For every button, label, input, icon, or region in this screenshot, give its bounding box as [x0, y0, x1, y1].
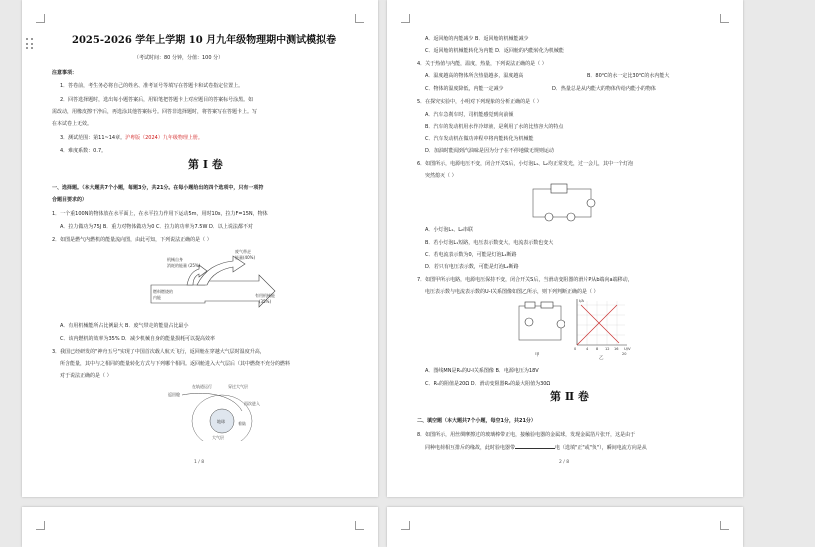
- x-tick: 0: [574, 347, 577, 351]
- orbit-label: 大气层: [212, 435, 224, 440]
- orbit-label: 再次进入: [244, 401, 260, 406]
- energy-label: 有用机械能: [255, 293, 275, 298]
- lamp-l2: [567, 213, 575, 221]
- reentry-path: [182, 393, 242, 411]
- x-tick: 20: [622, 352, 627, 356]
- energy-label: 机械自身: [167, 257, 183, 262]
- x-axis-label: U/V: [624, 346, 631, 351]
- document-page-1: [22, 0, 378, 497]
- ui-graph-q7: [567, 297, 633, 361]
- question-2-options-row1: A．有用机械能所占比例最大 B．废气带走的能量占比最小: [60, 323, 189, 329]
- section-1-heading-cont: 合题目要求的）: [52, 197, 88, 203]
- question-4: 4．关于热值与内能，温度，热量，下列说法正确的是（ ）: [417, 61, 547, 67]
- page-number: 2 / 8: [559, 460, 570, 465]
- figure-label-jia: 甲: [535, 353, 540, 358]
- document-page-4: [387, 507, 743, 547]
- note-2-cont: 需改动，用橡皮擦干净后，再选涂其他答案标号。回答非选择题时，将答案写在答题卡上。写: [52, 109, 258, 115]
- energy-label: 能量(40%): [235, 255, 256, 260]
- question-3-end: 对于说法正确的是（ ）: [60, 373, 112, 379]
- crop-mark: [401, 14, 410, 23]
- crop-mark: [36, 14, 45, 23]
- energy-label: 内能: [153, 295, 161, 300]
- circuit-diagram-q6: [527, 181, 597, 223]
- question-4-option-d: D．热量总是从内能大的物体传给内能小的物体: [552, 86, 656, 92]
- answer-blank[interactable]: [515, 448, 555, 449]
- voltmeter: [587, 199, 595, 207]
- crop-mark: [355, 521, 364, 530]
- resistor-r1: [525, 302, 535, 308]
- crop-mark: [355, 14, 364, 23]
- question-2: 2．如图是燃气内燃机的能量流向图，由此可知，下列说法正确的是（ ）: [52, 237, 212, 243]
- note-3-text: 3．测试范围：第11~14章。: [60, 135, 126, 141]
- exam-title: 2025-2026 学年上学期 10 月九年级物理期中测试模拟卷: [72, 35, 337, 46]
- crop-mark: [720, 521, 729, 530]
- energy-label: 废气带走: [235, 249, 251, 254]
- question-4-option-a: A．温度越高的物体所含热量越多，温度越高: [425, 73, 524, 79]
- question-8: 8．如图所示，用丝绸摩擦过的玻璃棒带正电，接触验电器的金属球，发现金属箔片张开，这是由于: [417, 432, 636, 438]
- crop-mark: [401, 521, 410, 530]
- x-tick: 4: [586, 347, 589, 351]
- document-page-2: [387, 0, 743, 497]
- energy-flow-diagram: [147, 247, 287, 317]
- x-tick: 12: [605, 347, 610, 351]
- question-3: 3．我国已经研发的"神舟五号"实现了中国首次载人航天飞行，返回舱在穿越大气层时温度升高，: [52, 349, 265, 355]
- section-juan-2: 第 Ⅱ 卷: [550, 390, 589, 403]
- notes-heading: 注意事项：: [52, 70, 78, 76]
- drag-handle-icon[interactable]: [26, 38, 36, 50]
- note-2-end: 在本试卷上无效。: [52, 121, 93, 127]
- x-tick: 16: [614, 347, 619, 351]
- question-6-option-a: A．小灯泡L₁、L₂串联: [425, 227, 474, 233]
- question-6-option-c: C．若电流表示数为0，可能是灯泡L₁断路: [425, 252, 517, 258]
- question-5-option-a: A．汽车急刹车时，司机能感觉到向前倾: [425, 112, 514, 118]
- y-axis-label: I/A: [579, 298, 584, 303]
- note-2: 2．回答选择题时，选出每小题答案后，用铅笔把答题卡上对应题目的答案标号涂黑。如: [60, 97, 254, 103]
- question-1: 1．一个重100N的物体放在水平面上，在水平拉力作用下运动5m，用时10s，拉力F=15N，物体: [52, 211, 268, 217]
- orbit-label: 在轨道运行: [192, 384, 212, 389]
- question-8-text-end: 电（选填"正"或"负"），瞬间电流方向是从: [555, 445, 647, 451]
- question-4-option-b: B．80℃的水一定比30℃的水内能大: [587, 73, 670, 79]
- question-5-option-c: C．汽车发动机在做功冲程中将内能转化为机械能: [425, 136, 534, 142]
- section-juan-1: 第 Ⅰ 卷: [188, 158, 223, 171]
- energy-label: 消耗的能量 (25%): [167, 263, 201, 268]
- orbit-label: 返回舱: [168, 392, 180, 397]
- ammeter: [557, 320, 565, 328]
- note-3: [60, 135, 203, 141]
- question-5: 5．在探究实验中，小明对下列现象的分析正确的是（ ）: [417, 99, 542, 105]
- question-4-option-c: C．物体的温度降低，内能一定减少: [425, 86, 504, 92]
- lamp-l1: [545, 213, 553, 221]
- question-5-option-d: D．加油时能闻到汽油味是因为分子在不停地做无规则运动: [425, 148, 554, 154]
- orbit-diagram: [162, 381, 272, 441]
- question-3-options-row1: A．返回舱的内能减少 B．返回舱的机械能减少: [425, 36, 529, 42]
- figure-label-yi: 乙: [599, 356, 604, 361]
- question-3-options-row2: C．返回舱的机械能转化为内能 D．返回舱的内能转化为机械能: [425, 48, 564, 54]
- question-6: 6．如图所示，电源电压不变，闭合开关S后，小灯泡L₁、L₂均正常发光，过一会儿，其中一个灯泡: [417, 161, 633, 167]
- question-1-options: A．拉力做功为75J B．重力对物体做功为0 C．拉力的功率为7.5W D．以上说法都不对: [60, 224, 253, 230]
- orbit-label: 穿过大气层: [228, 384, 248, 389]
- note-3-scope: 沪粤版（2024）九年级物理上册。: [125, 135, 203, 141]
- question-2-options-row2: C．该内燃机的效率为35% D．减少机械自身的能量损耗可以提高效率: [60, 336, 216, 342]
- battery: [551, 184, 567, 193]
- question-7-options-row1: A．图线MN是R₁的U-I关系图像 B．电源电压为18V: [425, 368, 539, 374]
- circuit-diagram-q7: [515, 298, 565, 360]
- x-tick: 8: [596, 347, 599, 351]
- orbit-label: 着陆: [238, 421, 246, 426]
- question-7: 7．如图甲所示电路，电源电压保持不变，闭合开关S后，当滑动变阻器的滑片P从b端向a端移动，: [417, 277, 633, 283]
- question-8-text: 同种电荷相互排斥的缘故，此时验电器带: [425, 445, 516, 451]
- crop-mark: [720, 14, 729, 23]
- note-1: 1．答卷前，考生务必将自己的姓名、准考证号等填写在答题卡和试卷指定位置上。: [60, 83, 244, 89]
- question-3-cont: 所含能量，其中与之相同的能量转化方式与下列哪个相同。返回舱进入大气层后（其中燃烧不充分的燃料: [60, 361, 291, 367]
- energy-label: 燃料燃烧的: [153, 289, 173, 294]
- rheostat-r2: [541, 302, 553, 308]
- energy-label: (35%): [259, 299, 272, 304]
- section-1-heading: 一、选择题。（本大题共7个小题，每题3分，共21分。在每小题给出的四个选项中，只有一项符: [52, 185, 264, 191]
- document-page-3: [22, 507, 378, 547]
- crop-mark: [36, 521, 45, 530]
- exam-subtitle: （考试时间：80 分钟，分值：100 分）: [134, 55, 224, 61]
- question-5-option-b: B．汽车的发动机用水作冷却液，是利用了水的比热容大的特点: [425, 124, 564, 130]
- section-2-heading: 二、填空题（本大题共7个小题，每空1分，共21分）: [417, 418, 536, 424]
- question-8-cont: [425, 445, 647, 451]
- page-number: 1 / 8: [194, 460, 205, 465]
- question-7-cont: 电压表示数与电流表示数的U-I关系图像如图乙所示，则下列判断正确的是（ ）: [425, 289, 599, 295]
- series-line-down: [581, 305, 619, 343]
- question-6-option-b: B．若小灯泡L₁短路，电压表示数变大，电流表示数也变大: [425, 240, 554, 246]
- voltmeter: [525, 318, 533, 326]
- orbit-label: 地球: [217, 419, 225, 424]
- question-7-options-row2: C．R₁的阻值是20Ω D．滑动变阻器R₂的最大阻值为30Ω: [425, 381, 551, 387]
- note-4: 4．难度系数：0.7。: [60, 148, 107, 154]
- question-6-option-d: D．若只有电压表示数，可能是灯泡L₂断路: [425, 264, 519, 270]
- question-6-cont: 突然熄灭（ ）: [425, 173, 457, 179]
